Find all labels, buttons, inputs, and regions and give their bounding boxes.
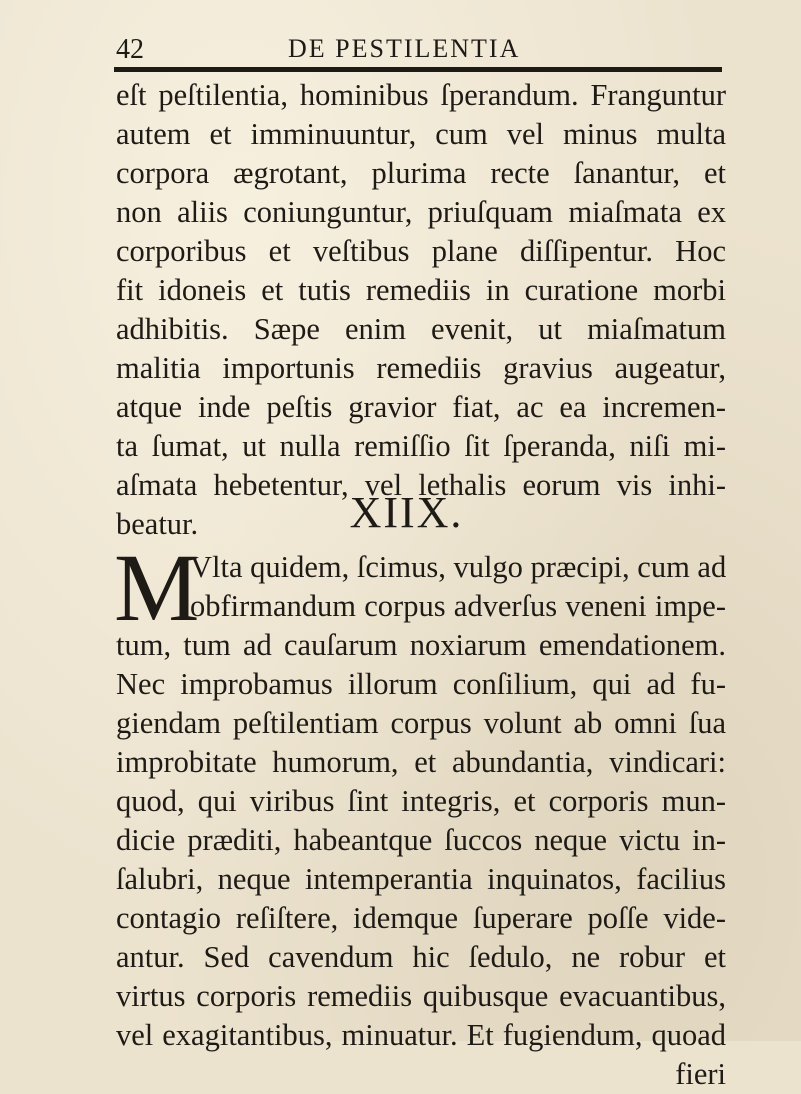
paragraph-2-indented: [190, 548, 726, 626]
text-line: beatur.: [116, 507, 199, 541]
drop-initial: M: [114, 534, 200, 641]
paragraph-1: [116, 76, 726, 544]
text-line: Nec improbamus illorum conſilium, qui ad fu-: [116, 667, 726, 701]
page-header: [0, 30, 801, 70]
text-line: atque inde peſtis gravior fiat, ac ea incremen-: [116, 390, 726, 424]
text-line: dicie præditi, habeantque ſuccos neque victu in-: [116, 823, 726, 857]
paragraph-2: [116, 626, 726, 1094]
text-line: autem et imminuuntur, cum vel minus multa: [116, 117, 726, 151]
text-line: corpora ægrotant, plurima recte ſanantur, et: [116, 156, 726, 190]
text-line: giendam peſtilentiam corpus volunt ab omni ſua: [116, 706, 726, 740]
text-line: virtus corporis remediis quibusque evacuantibus,: [116, 979, 726, 1013]
text-line: obfirmandum corpus adverſus veneni impe-: [190, 589, 726, 623]
page-number: 42: [116, 34, 144, 65]
text-line: fit idoneis et tutis remediis in curatione morbi: [116, 273, 726, 307]
text-line: antur. Sed cavendum hic ſedulo, ne robur et: [116, 940, 726, 974]
text-line: eſt peſtilentia, hominibus ſperandum. Franguntur: [116, 78, 726, 112]
text-line: Vlta quidem, ſcimus, vulgo præcipi, cum ad: [190, 550, 727, 584]
text-line: contagio reſiſtere, idemque ſuperare poſſe vide-: [116, 901, 726, 935]
text-line: tum, tum ad cauſarum noxiarum emendationem.: [116, 628, 726, 662]
catchword: fieri: [675, 1057, 726, 1091]
text-line: aſmata hebetentur, vel lethalis eorum vis inhi-: [116, 468, 726, 502]
text-line: ſalubri, neque intemperantia inquinatos, facilius: [116, 862, 726, 896]
header-rule: [114, 67, 722, 72]
running-head: DE PESTILENTIA: [288, 34, 521, 63]
text-line: malitia importunis remediis gravius augeatur,: [116, 351, 726, 385]
text-line: ta ſumat, ut nulla remiſſio ſit ſperanda, niſi mi-: [116, 429, 726, 463]
text-line: corporibus et veſtibus plane diſſipentur. Hoc: [116, 234, 726, 268]
text-line: non aliis coniunguntur, priuſquam miaſmata ex: [116, 195, 726, 229]
section-heading: XIIX.: [349, 488, 464, 537]
text-line: vel exagitantibus, minuatur. Et fugiendum, quoad: [116, 1018, 726, 1052]
text-line: improbitate humorum, et abundantia, vindicari:: [116, 745, 726, 779]
text-line: quod, qui viribus ſint integris, et corporis mun-: [116, 784, 726, 818]
text-line: adhibitis. Sæpe enim evenit, ut miaſmatum: [116, 312, 726, 346]
